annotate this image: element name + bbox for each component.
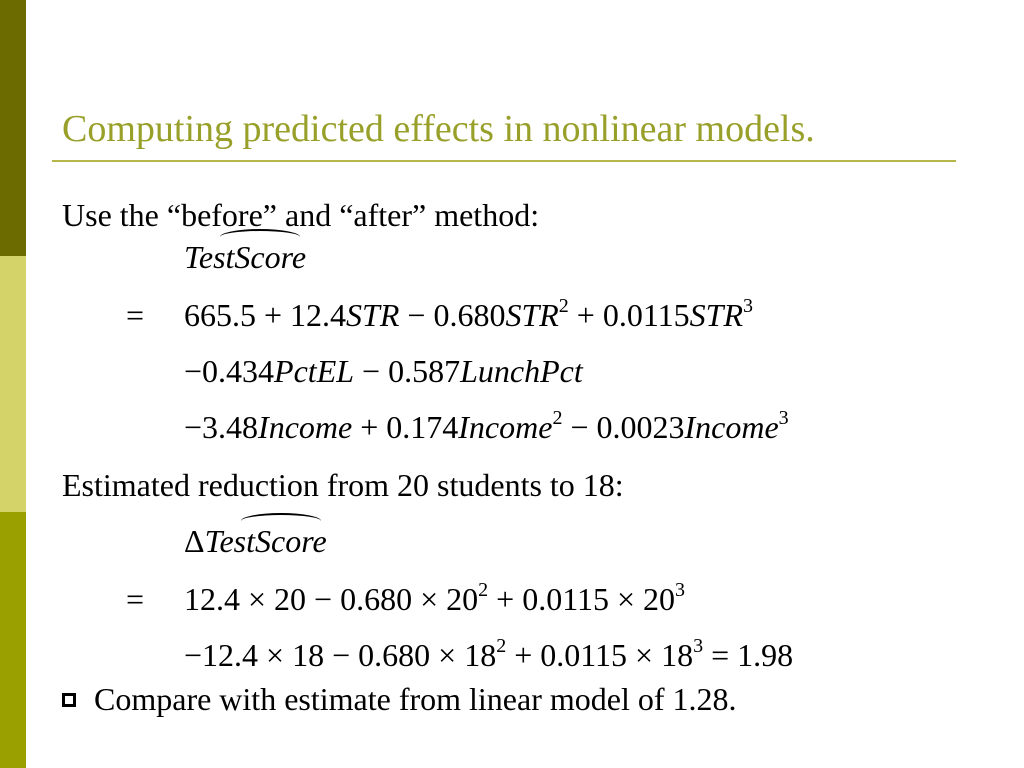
exponent: 3 (693, 635, 704, 657)
title-underline (52, 160, 956, 162)
reduction-label: Estimated reduction from 20 students to 18: (62, 467, 624, 503)
testscore-var: TestScore (184, 239, 307, 275)
var: STR (505, 297, 559, 333)
exponent: 2 (558, 295, 569, 317)
term: −3.48 (184, 409, 259, 445)
term: + 0.0115 × 20 (488, 581, 676, 617)
term: 12.4 × 20 − 0.680 × 20 (184, 581, 479, 617)
equals-sign: = (126, 297, 145, 333)
var: STR (346, 297, 400, 333)
term: − 0.680 (399, 297, 506, 333)
decorative-sidebar (0, 0, 26, 768)
term: = 1.98 (703, 637, 794, 673)
term: + 0.0115 × 18 (506, 637, 694, 673)
exponent: 2 (478, 579, 489, 601)
delta-symbol: Δ (184, 523, 205, 559)
var: Income (684, 409, 779, 445)
hat-accent (220, 229, 300, 245)
var: STR (689, 297, 743, 333)
model-line-2 (184, 352, 583, 390)
var: PctEL (274, 353, 355, 389)
exponent: 3 (742, 295, 753, 317)
term: − 0.0023 (562, 409, 685, 445)
exponent: 2 (552, 407, 563, 429)
slide-title: Computing predicted effects in nonlinear models. (62, 108, 815, 150)
term: −0.434 (184, 353, 275, 389)
var: Income (458, 409, 553, 445)
intro-text: Use the “before” and “after” method: (62, 197, 540, 233)
var: LunchPct (460, 353, 583, 389)
delta-line-2 (184, 636, 793, 674)
bullet-item (62, 680, 737, 718)
term: −12.4 × 18 − 0.680 × 18 (184, 637, 497, 673)
equals-sign: = (126, 581, 145, 617)
delta-line-1 (184, 580, 685, 618)
exponent: 2 (496, 635, 507, 657)
hat-accent (241, 513, 321, 529)
delta-lhs (184, 522, 327, 560)
term: + 0.174 (352, 409, 459, 445)
square-bullet-icon (62, 693, 76, 707)
model-line-1 (184, 296, 753, 334)
sidebar-segment-top (0, 0, 26, 256)
sidebar-segment-bottom (0, 512, 26, 768)
term: − 0.587 (354, 353, 461, 389)
sidebar-segment-middle (0, 256, 26, 512)
exponent: 3 (675, 579, 686, 601)
var: Income (258, 409, 353, 445)
testscore-var: TestScore (204, 523, 327, 559)
term: + 0.0115 (568, 297, 690, 333)
hat-wrap (205, 522, 327, 560)
hat-wrap (184, 238, 306, 276)
bullet-text: Compare with estimate from linear model of 1.28. (94, 681, 737, 717)
term: 665.5 + 12.4 (184, 297, 347, 333)
exponent: 3 (778, 407, 789, 429)
model-lhs (184, 238, 306, 276)
model-line-3 (184, 408, 789, 446)
